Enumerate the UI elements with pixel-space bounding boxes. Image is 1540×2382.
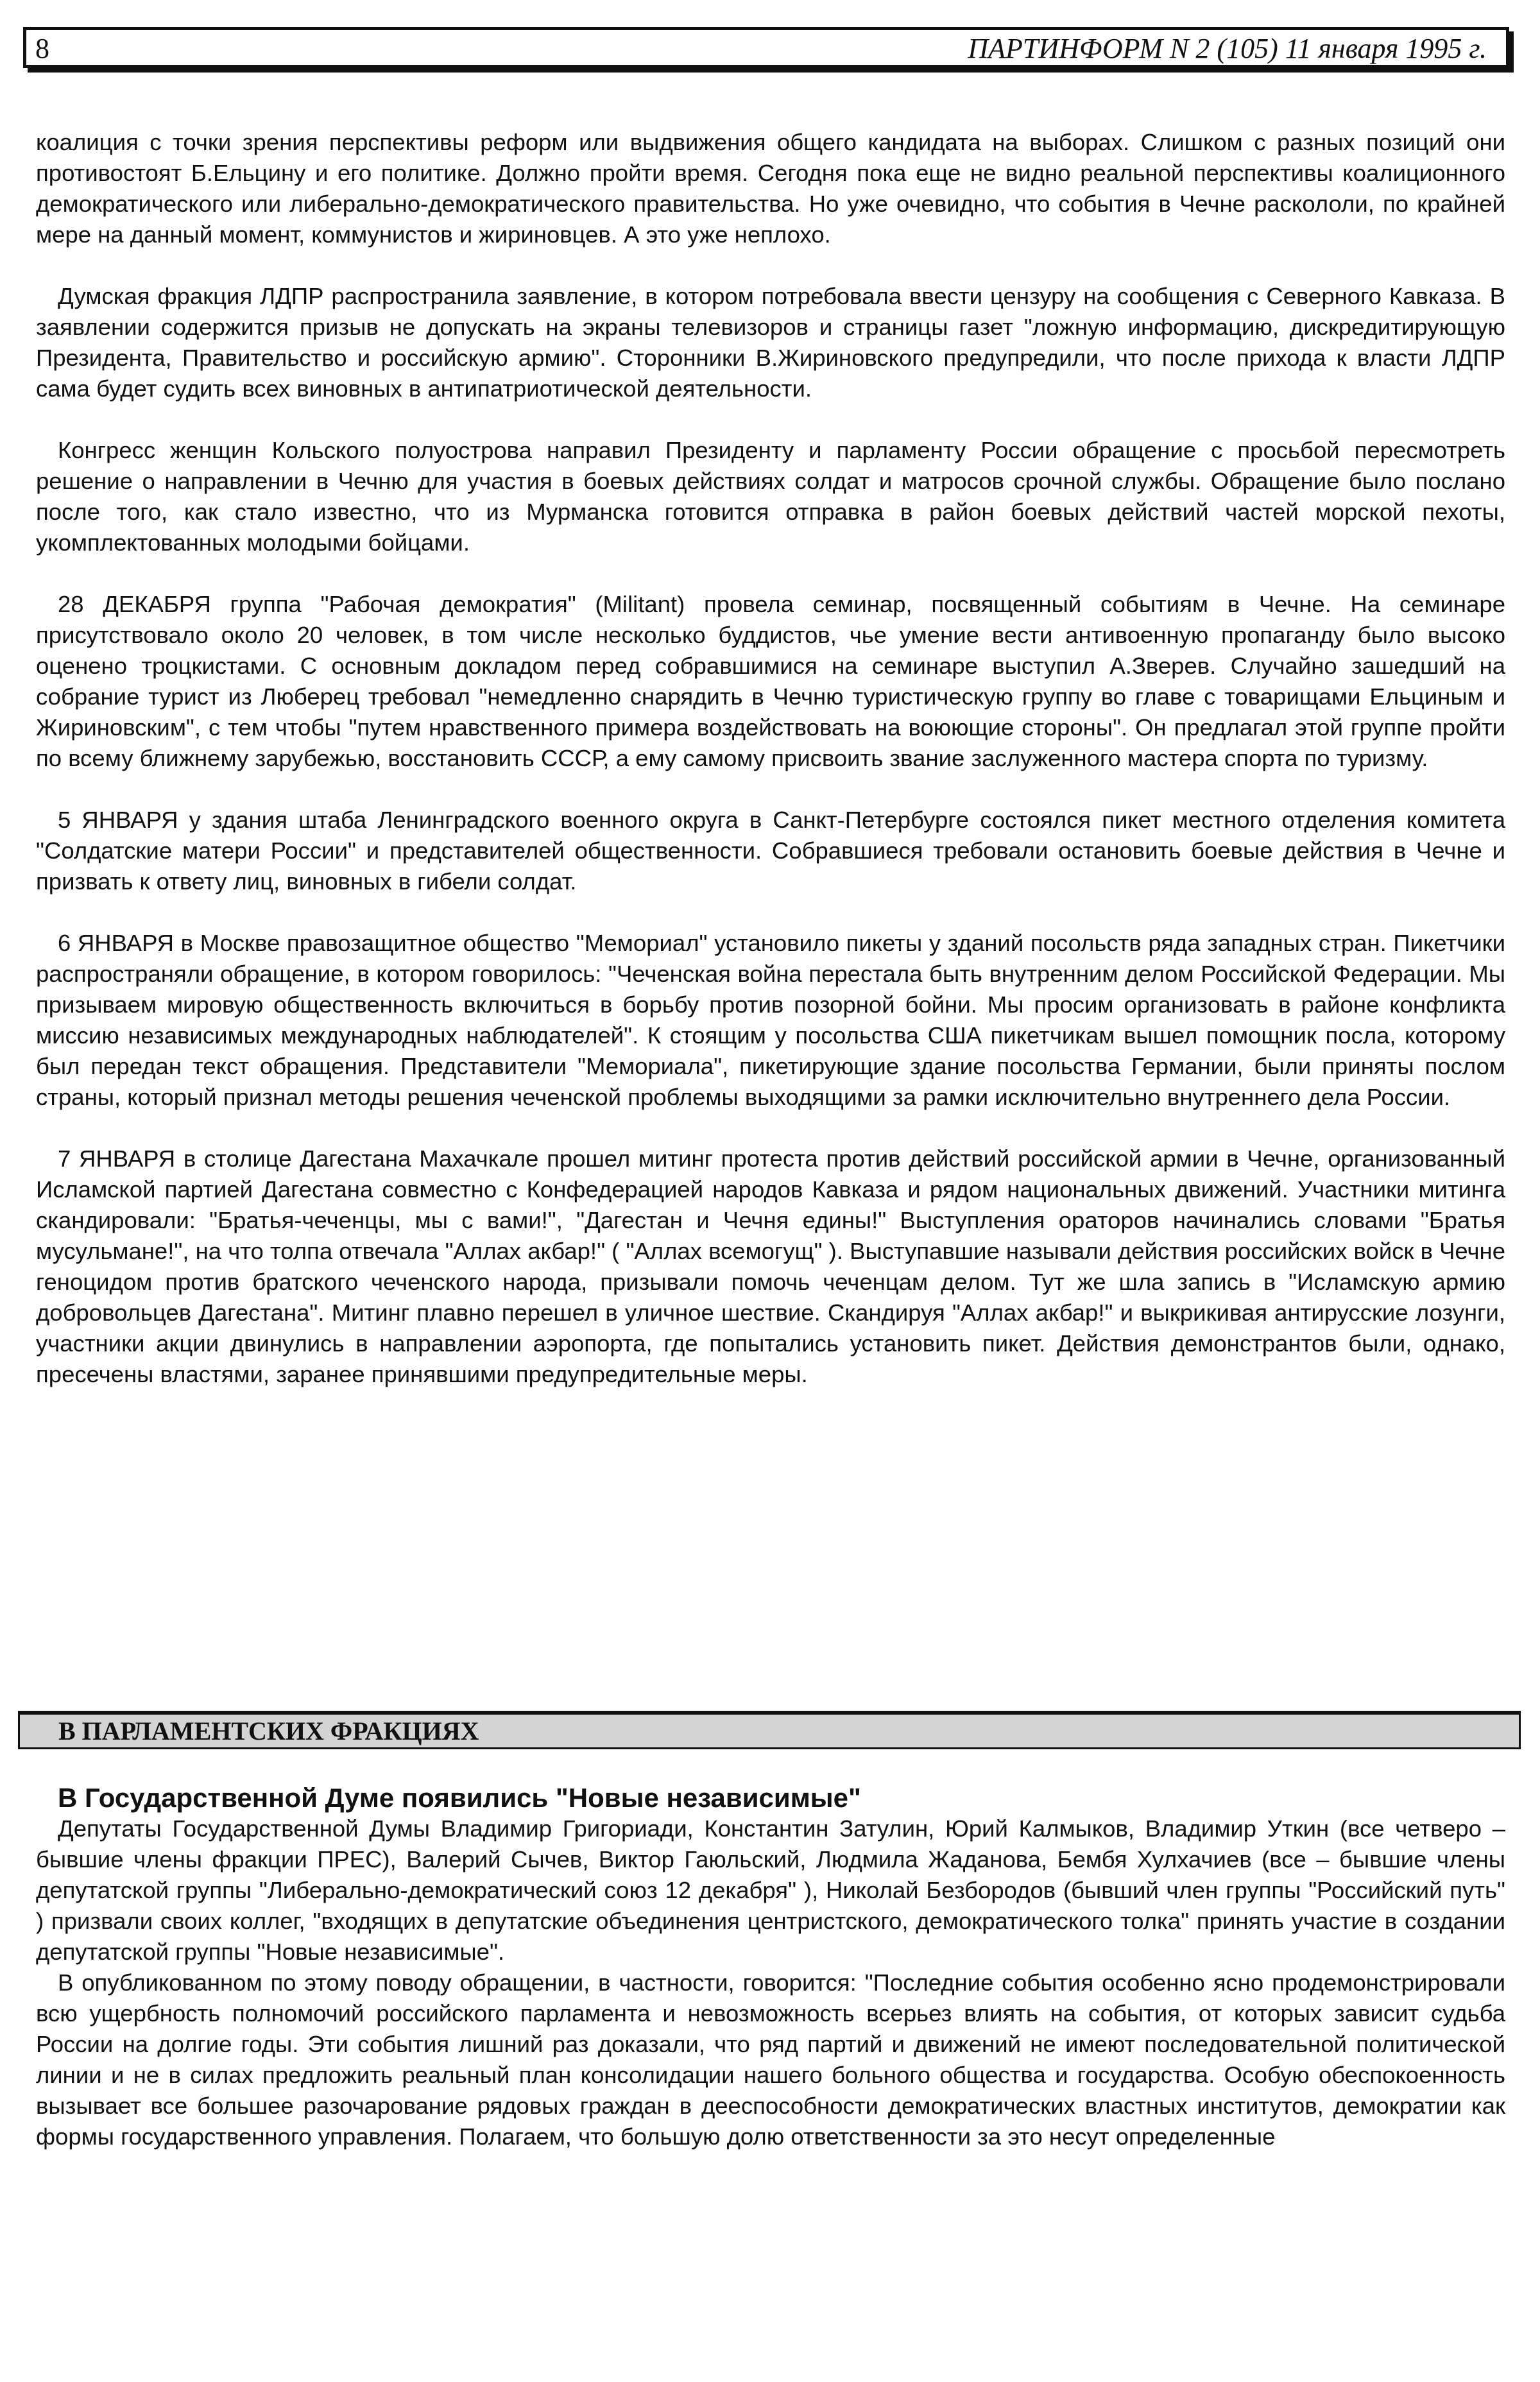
paragraph: коалиция с точки зрения перспективы реформ или выдвижения общего кандидата на выборах. Слишком с разных позиций они противостоят Б.Ельцину и его политике. Должно пройти время. Сегодня пока еще не видно реальной перспективы коалиционного демократического или либерально-демократического правительства. Но уже очевидно, что события в Чечне раскололи, по крайней мере на данный момент, коммунистов и жириновцев. А это уже неплохо. [36,129,1505,248]
paragraph: 7 ЯНВАРЯ в столице Дагестана Махачкале прошел митинг протеста против действий российской армии в Чечне, организованный Исламской партией Дагестана совместно с Конфедерацией народов Кавказа и рядом национальных движений. Участники митинга скандировали: "Братья-чеченцы, мы с вами!", "Дагестан и Чечня едины!" Выступления ораторов начинались словами "Братья мусульмане!", на что толпа отвечала "Аллах акбар!" ( "Аллах всемогущ" ). Выступавшие называли действия российских войск в Чечне геноцидом против братского чеченского народа, призывали помочь чеченцам делом. Тут же шла запись в "Исламскую армию добровольцев Дагестана". Митинг плавно перешел в уличное шествие. Скандируя "Аллах акбар!" и выкрикивая антирусские лозунги, участники акции двинулись в направлении аэропорта, где попытались установить пикет. Действия демонстрантов были, однако, пресечены властями, заранее принявшими предупредительные меры. [36,1145,1505,1387]
paragraph: Конгресс женщин Кольского полуострова направил Президенту и парламенту России обращение с просьбой пересмотреть решение о направлении в Чечню для участия в боевых действиях солдат и матросов срочной службы. Обращение было послано после того, как стало известно, что из Мурманска готовится отправка в район боевых действий частей морской пехоты, укомплектованных молодыми бойцами. [36,437,1505,556]
section-title: В ПАРЛАМЕНТСКИХ ФРАКЦИЯХ [58,1717,479,1745]
page-number: 8 [35,33,49,64]
paragraph: 28 ДЕКАБРЯ группа "Рабочая демократия" (Militant) провела семинар, посвященный событиям в Чечне. На семинаре присутствовало около 20 человек, в том числе несколько буддистов, чье умение вести антивоенную пропаганду было высоко оценено троцкистами. С основным докладом перед собравшимися на семинаре выступил А.Зверев. Случайно зашедший на собрание турист из Люберец требовал "немедленно снарядить в Чечню туристическую группу во главе с товарищами Ельциным и Жириновским", с тем чтобы "путем нравственного примера воздействовать на воюющие стороны". Он предлагал этой группе пройти по всему ближнему зарубежью, восстановить СССР, а ему самому присвоить звание заслуженного мастера спорта по туризму. [36,591,1505,771]
page-header [23,27,1509,68]
section-article-body [36,1813,1505,2152]
section-heading-bar [18,1711,1521,1749]
paragraph: Депутаты Государственной Думы Владимир Григориади, Константин Затулин, Юрий Калмыков, Владимир Уткин (все четверо – бывшие члены фракции ПРЕС), Валерий Сычев, Виктор Гаюльский, Людмила Жаданова, Бембя Хулхачиев (все – бывшие члены депутатской группы "Либерально-демократический союз 12 декабря" ), Николай Безбородов (бывший член группы "Российский путь" ) призвали своих коллег, "входящих в депутатские объединения центристского, демократического толка" принять участие в создании депутатской группы "Новые независимые". [36,1815,1505,1965]
paragraph: 5 ЯНВАРЯ у здания штаба Ленинградского военного округа в Санкт-Петербурге состоялся пикет местного отделения комитета "Солдатские матери России" и представителей общественности. Собравшиеся требовали остановить боевые действия в Чечне и призвать к ответу лиц, виновных в гибели солдат. [36,807,1505,895]
issue-line: ПАРТИНФОРМ N 2 (105) 11 января 1995 г. [968,33,1487,64]
paragraph: 6 ЯНВАРЯ в Москве правозащитное общество "Мемориал" установило пикеты у зданий посольств ряда западных стран. Пикетчики распространяли обращение, в котором говорилось: "Чеченская война перестала быть внутренним делом Российской Федерации. Мы призываем мировую общественность включиться в борьбу против позорной бойни. Мы просим организовать в районе конфликта миссию независимых международных наблюдателей". К стоящим у посольства США пикетчикам вышел помощник посла, которому был передан текст обращения. Представители "Мемориала", пикетирующие здание посольства Германии, были приняты послом страны, который признал методы решения чеченской проблемы выходящими за рамки исключительно внутреннего дела России. [36,930,1505,1110]
article-body [36,127,1505,1421]
paragraph: Думская фракция ЛДПР распространила заявление, в котором потребовала ввести цензуру на сообщения с Северного Кавказа. В заявлении содержится призыв не допускать на экраны телевизоров и страницы газет "ложную информацию, дискредитирующую Президента, Правительство и российскую армию". Сторонники В.Жириновского предупредили, что после прихода к власти ЛДПР сама будет судить всех виновных в антипатриотической деятельности. [36,283,1505,402]
article-subheading: В Государственной Думе появились "Новые независимые" [58,1783,861,1813]
paragraph: В опубликованном по этому поводу обращении, в частности, говорится: "Последние события особенно ясно продемонстрировали всю ущербность полномочий российского парламента и невозможность всерьез влиять на события, от которых зависит судьба России на долгие годы. Эти события лишний раз доказали, что ряд партий и движений не имеют последовательной политической линии и не в силах предложить реальный план консолидации нашего больного общества и государства. Особую обеспокоенность вызывает все большее разочарование рядовых граждан в дееспособности демократических властных институтов, демократии как формы государственного управления. Полагаем, что большую долю ответственности за это несут определенные [36,1969,1505,2150]
